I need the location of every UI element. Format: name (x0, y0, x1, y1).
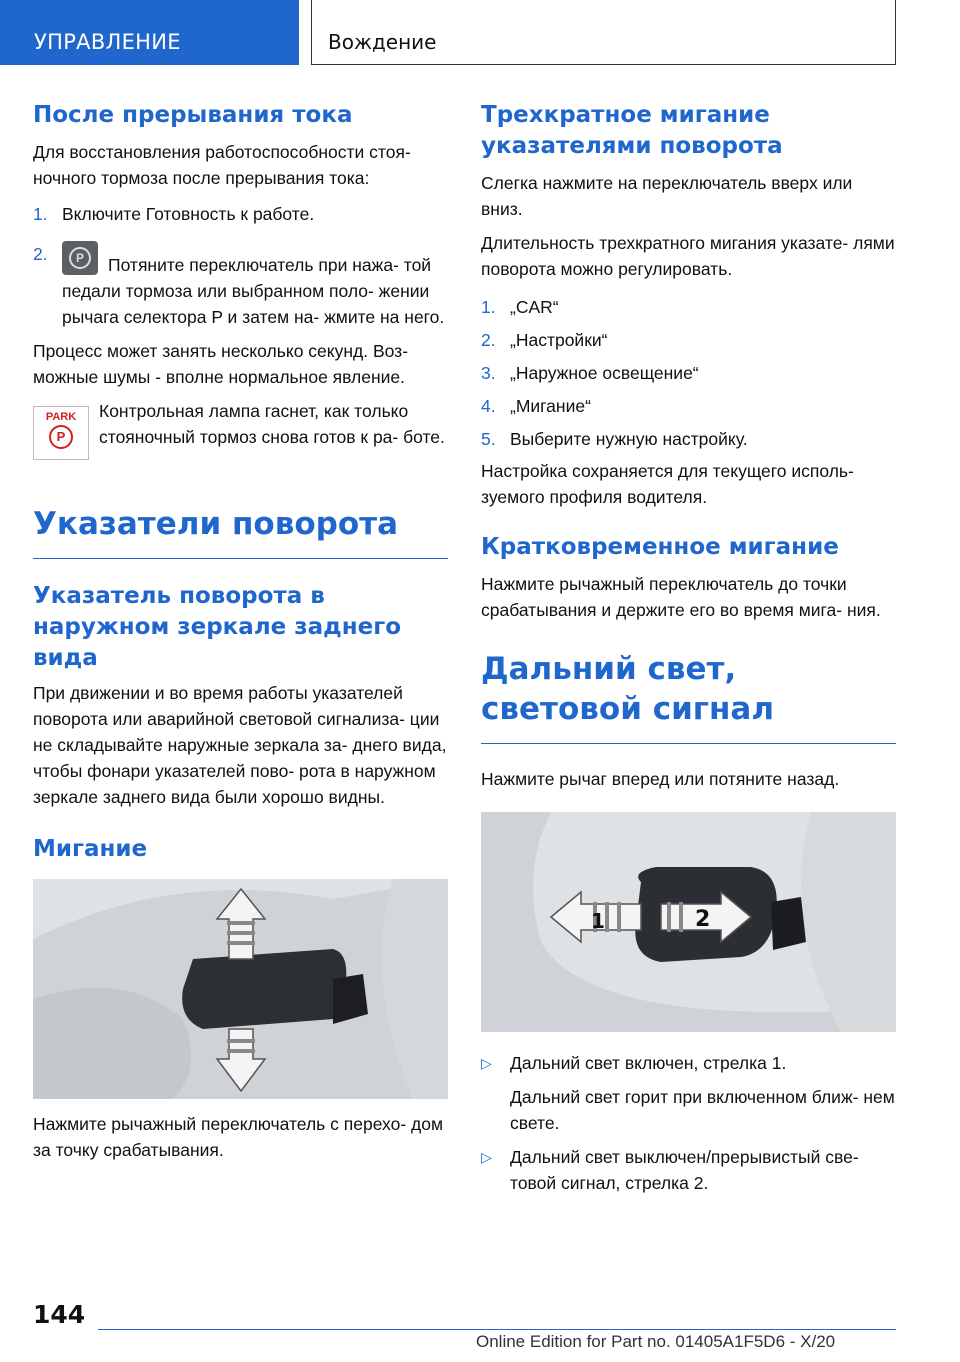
parking-brake-switch-icon: P (62, 241, 98, 275)
list-item: 5. Выберите нужную настройку. (481, 429, 748, 449)
warning-text: Контрольная лампа гаснет, как только стояночный тормоз снова готов к ра- боте. (99, 401, 445, 447)
short-blink-text: Нажмите рычажный переключатель до точки срабатывания и держите его во время мига- ния. (481, 574, 881, 620)
turn-lever-illustration (33, 879, 448, 1099)
high-beam-text: Нажмите рычаг вперед или потяните назад. (481, 769, 840, 789)
arrow-2-label: 2 (695, 907, 711, 932)
blinking-title: Мигание (33, 836, 148, 862)
park-warning-icon: PARK P (33, 406, 89, 460)
list-item: 1. „CAR“ (481, 297, 559, 317)
step-text: Потяните переключатель при нажа- той педали тормоза или выбранном поло- жении рычага селектора P и затем на- жмите на него. (62, 255, 445, 327)
list-item (33, 241, 448, 330)
arrow-1-label: 1 (591, 909, 605, 933)
step-text: Включите Готовность к работе. (62, 204, 315, 224)
turn-lever-image (33, 879, 448, 1099)
list-item (33, 201, 448, 227)
chapter-title: Вождение (311, 0, 896, 65)
triple-blink-duration-text: Длительность трехкратного мигания указате- лями поворота можно регулировать. (481, 233, 895, 279)
footer-rule (98, 1329, 896, 1330)
right-column (481, 100, 896, 1196)
triangle-bullet-icon: ▷ (481, 1055, 492, 1071)
blinking-text: Нажмите рычажный переключатель с перехо- дом за точку срабатывания. (33, 1114, 444, 1160)
mirror-signal-text: При движении и во время работы указателей поворота или аварийной световой сигнализа- ции не складывайте наружные зеркала за- днего вида, чтобы фонари указателей пово- рота в наружном зеркале заднего вида были хорошо видны. (33, 683, 447, 807)
list-item: 4. „Мигание“ (481, 396, 591, 416)
mirror-signal-title: Указатель поворота в наружном зеркале заднего вида (33, 583, 402, 671)
triangle-bullet-icon: ▷ (481, 1149, 492, 1165)
profile-save-text: Настройка сохраняется для текущего исполь- зуемого профиля водителя. (481, 461, 854, 507)
list-item-sub: Дальний свет горит при включенном ближ- нем свете. (510, 1087, 895, 1133)
menu-steps (481, 294, 896, 452)
process-note: Процесс может занять несколько секунд. Воз- можные шумы - вполне нормальное явление. (33, 341, 409, 387)
heading-rule (481, 743, 896, 744)
edition-text: Online Edition for Part no. 01405A1F5D6 - X/20 (476, 1332, 836, 1351)
list-item: 3. „Наружное освещение“ (481, 363, 699, 383)
high-beam-heading: Дальний свет, световой сигнал (481, 651, 775, 727)
power-interruption-text: Для восстановления работоспособности стоя- ночного тормоза после прерывания тока: (33, 142, 411, 188)
left-column (33, 100, 448, 1163)
warning-note (33, 398, 448, 460)
short-blink-title: Кратковременное мигание (481, 534, 839, 560)
section-tab: УПРАВЛЕНИЕ (0, 0, 299, 65)
power-interruption-title: После прерывания тока (33, 102, 353, 128)
list-item: ▷ Дальний свет включен, стрелка 1. (481, 1050, 896, 1076)
step-number: 1. (33, 204, 48, 224)
triple-blink-text: Слегка нажмите на переключатель вверх или вниз. (481, 173, 853, 219)
high-beam-list (481, 1050, 896, 1196)
high-beam-lever-illustration (481, 812, 896, 1032)
step-number: 2. (33, 244, 48, 264)
high-beam-lever-image (481, 812, 896, 1032)
heading-rule (33, 558, 448, 559)
page-number: 144 (33, 1300, 86, 1329)
list-item: ▷ Дальний свет выключен/прерывистый све- товой сигнал, стрелка 2. (481, 1144, 896, 1196)
turn-signals-heading: Указатели поворота (33, 506, 399, 542)
triple-blink-title: Трехкратное мигание указателями поворота (481, 102, 783, 159)
list-item: 2. „Настройки“ (481, 330, 608, 350)
